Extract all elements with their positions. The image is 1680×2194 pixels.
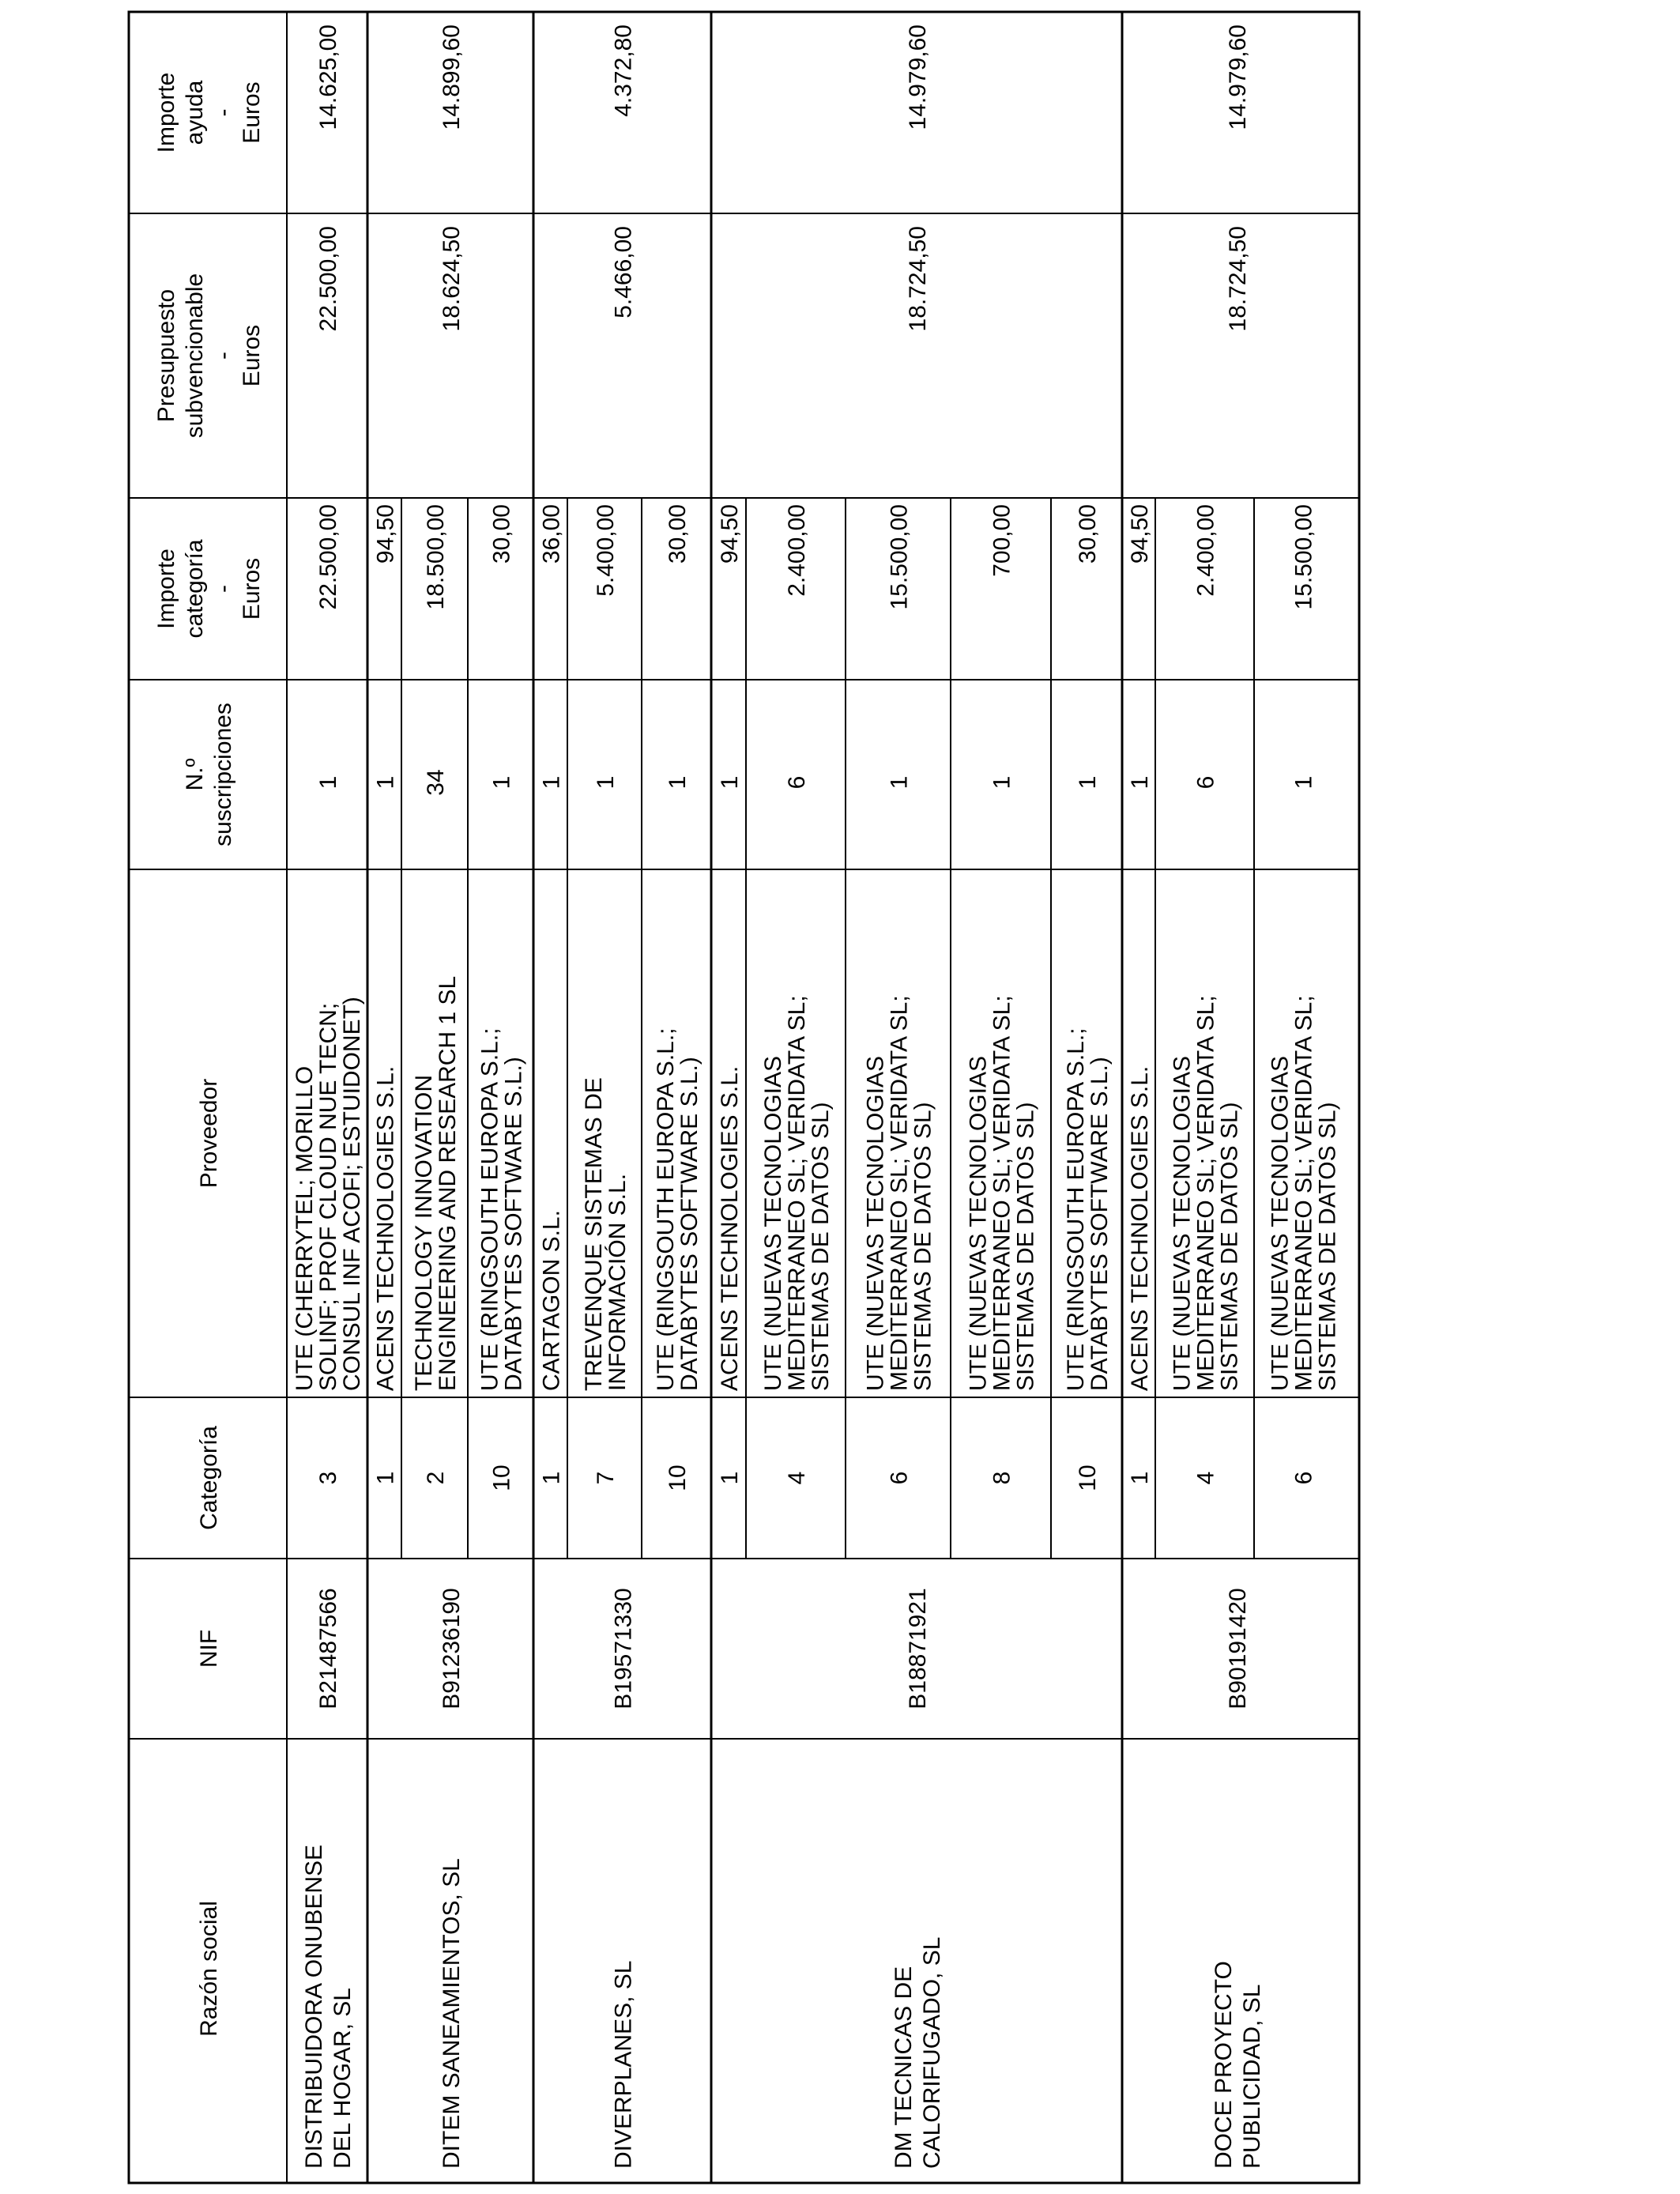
- text-line: 1: [989, 775, 1015, 790]
- suscripciones: [1291, 776, 1317, 790]
- text-line: 1: [1127, 1471, 1153, 1485]
- razon-social: [1211, 1961, 1265, 2169]
- text-line: 8: [989, 1471, 1015, 1485]
- text-line: 4: [1192, 1471, 1219, 1485]
- header-text: Euros: [239, 324, 265, 387]
- text-line: ENGINEERING AND RESEARCH 1 SL: [435, 975, 461, 1391]
- text-line: UTE (RINGSOUTH EUROPA S.L.;: [477, 1027, 503, 1391]
- text-line: 6: [784, 775, 810, 790]
- nif: [905, 1588, 931, 1710]
- suscripciones: [665, 776, 691, 790]
- text-line: 1: [1075, 775, 1101, 790]
- header-proveedor: [196, 1079, 222, 1188]
- header-text: categoría: [182, 539, 208, 639]
- importe-categoria: [1127, 504, 1153, 564]
- text-line: SISTEMAS DE DATOS SL): [1012, 1102, 1039, 1391]
- categoria: [1075, 1465, 1101, 1491]
- text-line: 94,50: [1127, 504, 1153, 564]
- importe-categoria: [373, 504, 399, 564]
- importe-categoria: [717, 504, 743, 564]
- proveedor: [966, 995, 1039, 1391]
- razon-social: [891, 1937, 945, 2169]
- text-line: DEL HOGAR, SL: [330, 1988, 356, 2169]
- presupuesto-subvencionable: [315, 226, 341, 331]
- category-row: [653, 504, 703, 1491]
- nif: [611, 1588, 637, 1710]
- text-line: 34: [423, 769, 449, 796]
- company-row: [373, 25, 527, 2169]
- header-text: Proveedor: [196, 1078, 222, 1189]
- text-line: MEDITERRANEO SL; VERIDATA SL;: [1290, 995, 1317, 1391]
- header-text: suscripciones: [210, 703, 236, 846]
- header-text: Razón social: [196, 1901, 222, 2037]
- importe-categoria: [489, 504, 515, 564]
- text-line: 1: [886, 775, 913, 790]
- text-line: INFORMACIÓN S.L.: [605, 1173, 631, 1391]
- importe-ayuda: [905, 25, 931, 130]
- header-text: Categoría: [196, 1426, 222, 1530]
- text-line: 700,00: [989, 504, 1015, 577]
- text-line: B21487566: [315, 1588, 341, 1710]
- suscripciones: [887, 776, 913, 790]
- text-line: 15.500,00: [886, 504, 913, 610]
- category-row: [1268, 504, 1341, 1484]
- header-razon-social: [196, 1901, 222, 2037]
- text-line: 4.372,80: [610, 25, 637, 117]
- text-line: 5.400,00: [593, 504, 619, 597]
- text-line: DATABYTES SOFTWARE S.L.): [500, 1057, 527, 1391]
- proveedor: [539, 1210, 565, 1391]
- presupuesto-subvencionable: [905, 226, 931, 331]
- proveedor: [1127, 1066, 1153, 1391]
- text-line: 18.500,00: [423, 504, 449, 610]
- text-line: 2.400,00: [784, 504, 810, 597]
- importe-ayuda: [315, 25, 341, 130]
- text-line: B91236190: [439, 1588, 465, 1710]
- text-line: 18.624,50: [439, 226, 465, 332]
- text-line: 30,00: [488, 504, 515, 564]
- text-line: SISTEMAS DE DATOS SL): [910, 1102, 936, 1391]
- text-line: 6: [886, 1471, 913, 1485]
- importe-categoria: [315, 504, 341, 609]
- category-row: [477, 504, 527, 1491]
- suscripciones: [1127, 776, 1153, 790]
- header-text: subvencionable: [182, 273, 208, 439]
- proveedor: [1268, 995, 1341, 1391]
- category-row: [292, 504, 365, 1484]
- category-row: [1127, 504, 1153, 1484]
- header-text: ayuda: [182, 80, 208, 145]
- header-text: Euros: [239, 81, 265, 144]
- text-line: B90191420: [1225, 1588, 1251, 1710]
- importe-categoria: [784, 504, 810, 597]
- categoria: [315, 1472, 341, 1485]
- importe-categoria: [423, 504, 449, 609]
- category-row: [966, 504, 1039, 1484]
- text-line: 30,00: [665, 504, 691, 564]
- category-row: [411, 504, 461, 1484]
- suscripciones: [539, 776, 565, 790]
- categoria: [1291, 1472, 1317, 1485]
- text-line: 14.979,60: [1225, 25, 1251, 130]
- text-line: DATABYTES SOFTWARE S.L.): [1087, 1057, 1113, 1391]
- categoria: [539, 1472, 565, 1485]
- header-text: N.º: [182, 758, 208, 791]
- text-line: 4: [784, 1471, 810, 1485]
- text-line: 36,00: [538, 504, 565, 564]
- text-line: 5.466,00: [610, 226, 637, 319]
- presupuesto-subvencionable: [1225, 226, 1251, 331]
- text-line: 94,50: [717, 504, 743, 564]
- header-nif: [196, 1630, 222, 1668]
- categoria: [1127, 1472, 1153, 1485]
- suscripciones: [1075, 776, 1101, 790]
- category-row: [1170, 504, 1243, 1484]
- text-line: CALORIFUGADO, SL: [919, 1936, 945, 2169]
- category-row: [581, 504, 631, 1484]
- importe-categoria: [539, 504, 565, 564]
- text-line: B19571330: [610, 1588, 637, 1710]
- nif: [439, 1588, 465, 1710]
- text-line: ACENS TECHNOLOGIES S.L.: [372, 1065, 399, 1391]
- header-suscripciones: [182, 703, 236, 846]
- categoria: [489, 1465, 515, 1491]
- text-line: TREVENQUE SISTEMAS DE: [581, 1077, 607, 1391]
- text-line: 30,00: [1075, 504, 1101, 564]
- suscripciones: [423, 769, 449, 795]
- header-text: Presupuesto: [153, 288, 179, 423]
- presupuesto-subvencionable: [439, 226, 465, 331]
- text-line: MEDITERRANEO SL; VERIDATA SL;: [989, 995, 1015, 1391]
- importe-categoria: [887, 504, 913, 609]
- proveedor: [292, 997, 365, 1391]
- text-line: UTE (NUEVAS TECNOLOGIAS: [1267, 1056, 1294, 1391]
- text-line: UTE (NUEVAS TECNOLOGIAS: [965, 1056, 992, 1391]
- text-line: 1: [488, 775, 515, 790]
- suscripciones: [1193, 776, 1219, 790]
- text-line: MEDITERRANEO SL; VERIDATA SL;: [784, 995, 810, 1391]
- text-line: 1: [372, 775, 399, 790]
- text-line: UTE (RINGSOUTH EUROPA S.L.;: [653, 1027, 679, 1391]
- text-line: SOLINF; PROF CLOUD NUE TECN;: [315, 1002, 341, 1391]
- nif: [315, 1588, 341, 1710]
- header-text: -: [210, 352, 236, 360]
- category-row: [373, 504, 399, 1484]
- proveedor: [760, 995, 834, 1391]
- text-line: B18871921: [905, 1588, 931, 1710]
- razon-social: [611, 1961, 637, 2169]
- company-row: [539, 25, 703, 2169]
- text-line: DITEM SANEAMIENTOS, SL: [439, 1858, 465, 2169]
- text-line: 6: [1192, 775, 1219, 790]
- company-row: [1127, 25, 1341, 2169]
- text-line: 2.400,00: [1192, 504, 1219, 597]
- text-line: MEDITERRANEO SL; VERIDATA SL;: [886, 995, 913, 1391]
- text-line: 1: [538, 775, 565, 790]
- text-line: 1: [593, 775, 619, 790]
- text-line: DOCE PROYECTO: [1211, 1961, 1237, 2169]
- importe-categoria: [593, 504, 619, 597]
- importe-categoria: [1075, 504, 1101, 564]
- text-line: TECHNOLOGY INNOVATION: [411, 1074, 437, 1391]
- category-row: [760, 504, 834, 1484]
- importe-categoria: [665, 504, 691, 564]
- text-line: 1: [1127, 775, 1153, 790]
- text-line: 15.500,00: [1290, 504, 1317, 610]
- proveedor: [373, 1066, 399, 1391]
- text-line: 2: [423, 1471, 449, 1485]
- text-line: DM TECNICAS DE: [891, 1966, 917, 2169]
- text-line: 14.899,60: [439, 25, 465, 130]
- text-line: UTE (NUEVAS TECNOLOGIAS: [760, 1056, 786, 1391]
- categoria: [593, 1472, 619, 1485]
- header-text: NIF: [196, 1629, 222, 1668]
- text-line: ACENS TECHNOLOGIES S.L.: [717, 1065, 743, 1391]
- text-line: 10: [488, 1465, 515, 1491]
- company-row: [292, 25, 365, 2169]
- text-line: DISTRIBUIDORA ONUBENSE: [301, 1844, 327, 2169]
- text-line: 94,50: [372, 504, 399, 564]
- text-line: 18.724,50: [1225, 226, 1251, 332]
- importe-categoria: [1193, 504, 1219, 597]
- text-line: 1: [538, 1471, 565, 1485]
- text-line: 14.979,60: [905, 25, 931, 130]
- text-line: 3: [315, 1471, 341, 1485]
- nif: [1225, 1588, 1251, 1710]
- proveedor: [411, 976, 461, 1391]
- category-row: [863, 504, 936, 1484]
- category-row: [539, 504, 565, 1484]
- text-line: CARTAGON S.L.: [538, 1210, 565, 1391]
- category-row: [1063, 504, 1113, 1491]
- header-importe-ayuda: [153, 73, 265, 153]
- text-line: 1: [717, 775, 743, 790]
- suscripciones: [373, 776, 399, 790]
- proveedor: [717, 1066, 743, 1391]
- header-text: Euros: [239, 557, 265, 620]
- categoria: [373, 1472, 399, 1485]
- company-row: [717, 25, 1113, 2169]
- categoria: [665, 1465, 691, 1491]
- importe-ayuda: [439, 25, 465, 130]
- header-importe-categoria: [153, 539, 265, 638]
- text-line: 22.500,00: [315, 226, 341, 332]
- categoria: [1193, 1472, 1219, 1485]
- text-line: 18.724,50: [905, 226, 931, 332]
- header-categoria: [196, 1426, 222, 1530]
- category-row: [717, 504, 743, 1484]
- proveedor: [653, 1027, 703, 1391]
- header-text: -: [210, 108, 236, 117]
- text-line: 10: [1075, 1465, 1101, 1491]
- categoria: [423, 1472, 449, 1485]
- importe-ayuda: [1225, 25, 1251, 130]
- suscripciones: [593, 776, 619, 790]
- suscripciones: [784, 776, 810, 790]
- importe-ayuda: [611, 25, 637, 117]
- presupuesto-subvencionable: [611, 226, 637, 319]
- text-line: 14.625,00: [315, 25, 341, 130]
- header-presupuesto: [153, 273, 265, 439]
- text-line: 1: [315, 775, 341, 790]
- text-line: DATABYTES SOFTWARE S.L.): [676, 1057, 703, 1391]
- proveedor: [581, 1077, 631, 1391]
- suscripciones: [315, 776, 341, 790]
- categoria: [784, 1472, 810, 1485]
- text-line: SISTEMAS DE DATOS SL): [808, 1102, 834, 1391]
- text-line: 1: [372, 1471, 399, 1485]
- text-line: 10: [665, 1465, 691, 1491]
- text-line: UTE (CHERRYTEL; MORILLO: [292, 1065, 318, 1391]
- text-line: 22.500,00: [315, 504, 341, 610]
- text-line: MEDITERRANEO SL; VERIDATA SL;: [1192, 995, 1219, 1391]
- categoria: [887, 1472, 913, 1485]
- text-line: 7: [593, 1471, 619, 1485]
- text-line: 1: [665, 775, 691, 790]
- text-line: PUBLICIDAD, SL: [1239, 1984, 1265, 2169]
- razon-social: [439, 1858, 465, 2169]
- text-line: SISTEMAS DE DATOS SL): [1216, 1102, 1243, 1391]
- text-line: DIVERPLANES, SL: [610, 1960, 637, 2169]
- suscripciones: [717, 776, 743, 790]
- razon-social: [301, 1845, 356, 2169]
- text-line: UTE (NUEVAS TECNOLOGIAS: [862, 1056, 889, 1391]
- header-text: Importe: [153, 548, 179, 629]
- text-line: CONSUL INF ACOFI; ESTUIDONET): [339, 997, 365, 1391]
- proveedor: [863, 995, 936, 1391]
- proveedor: [1063, 1027, 1113, 1391]
- text-line: 6: [1290, 1471, 1317, 1485]
- header-text: Importe: [153, 72, 179, 153]
- suscripciones: [989, 776, 1015, 790]
- text-line: UTE (RINGSOUTH EUROPA S.L.;: [1063, 1027, 1089, 1391]
- text-line: 1: [717, 1471, 743, 1485]
- suscripciones: [489, 776, 515, 790]
- proveedor: [477, 1027, 527, 1391]
- importe-categoria: [989, 504, 1015, 577]
- text-line: SISTEMAS DE DATOS SL): [1314, 1102, 1341, 1391]
- text-line: UTE (NUEVAS TECNOLOGIAS: [1169, 1056, 1196, 1391]
- proveedor: [1170, 995, 1243, 1391]
- text-line: ACENS TECHNOLOGIES S.L.: [1127, 1065, 1153, 1391]
- text-line: 1: [1290, 775, 1317, 790]
- categoria: [989, 1472, 1015, 1485]
- categoria: [717, 1472, 743, 1485]
- importe-categoria: [1291, 504, 1317, 609]
- header-text: -: [210, 585, 236, 593]
